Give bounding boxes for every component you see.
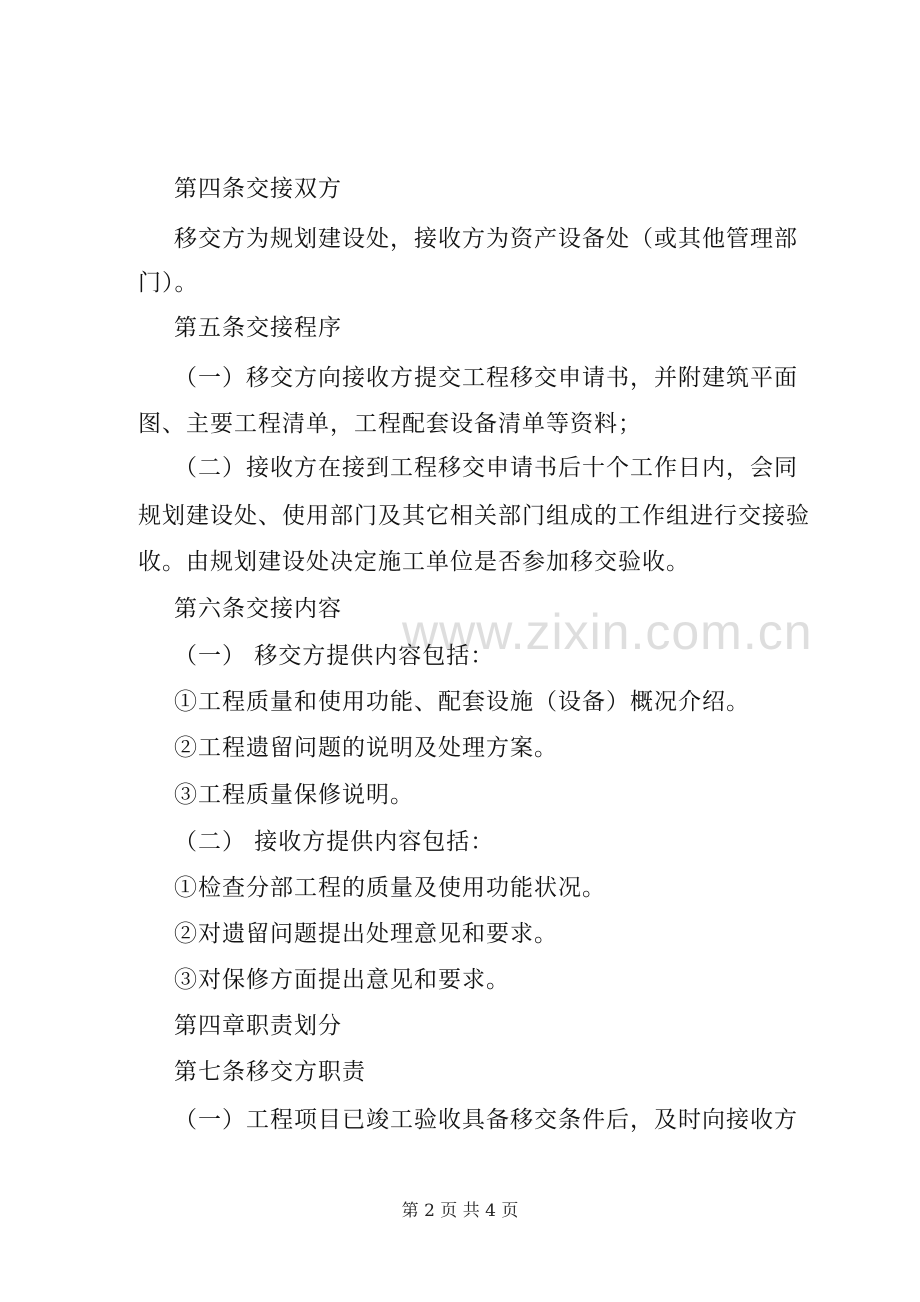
paragraph-line: 收。由规划建设处决定施工单位是否参加移交验收。 [138,549,690,575]
list-item: ②对遗留问题提出处理意见和要求。 [174,921,558,947]
list-item: ③工程质量保修说明。 [174,782,414,808]
section-heading-article-5: 第五条交接程序 [174,315,342,341]
paragraph-line: 图、主要工程清单，工程配套设备清单等资料； [138,411,642,437]
paragraph-line: 门）。 [138,270,199,296]
paragraph-line: （二）接收方在接到工程移交申请书后十个工作日内，会同 [174,455,798,481]
paragraph-line: 移交方为规划建设处，接收方为资产设备处（或其他管理部 [174,226,798,252]
section-heading-article-6: 第六条交接内容 [174,596,342,622]
list-heading: （二） 接收方提供内容包括： [174,829,495,855]
list-item: ①检查分部工程的质量及使用功能状况。 [174,875,606,901]
paragraph-line: （一）移交方向接收方提交工程移交申请书，并附建筑平面 [174,365,798,391]
section-heading-article-4: 第四条交接双方 [174,176,342,202]
section-heading-article-7: 第七条移交方职责 [174,1059,366,1085]
list-item: ②工程遗留问题的说明及处理方案。 [174,735,558,761]
list-heading: （一） 移交方提供内容包括： [174,643,495,669]
list-item: ③对保修方面提出意见和要求。 [174,967,510,993]
paragraph-line: 规划建设处、使用部门及其它相关部门组成的工作组进行交接验 [138,503,810,529]
paragraph-line: （一）工程项目已竣工验收具备移交条件后，及时向接收方 [174,1107,798,1133]
watermark: www.zixin.com.cn [402,604,813,660]
page-footer: 第 2 页 共 4 页 [401,1201,519,1221]
chapter-heading: 第四章职责划分 [174,1013,342,1039]
list-item: ①工程质量和使用功能、配套设施（设备）概况介绍。 [174,689,750,715]
